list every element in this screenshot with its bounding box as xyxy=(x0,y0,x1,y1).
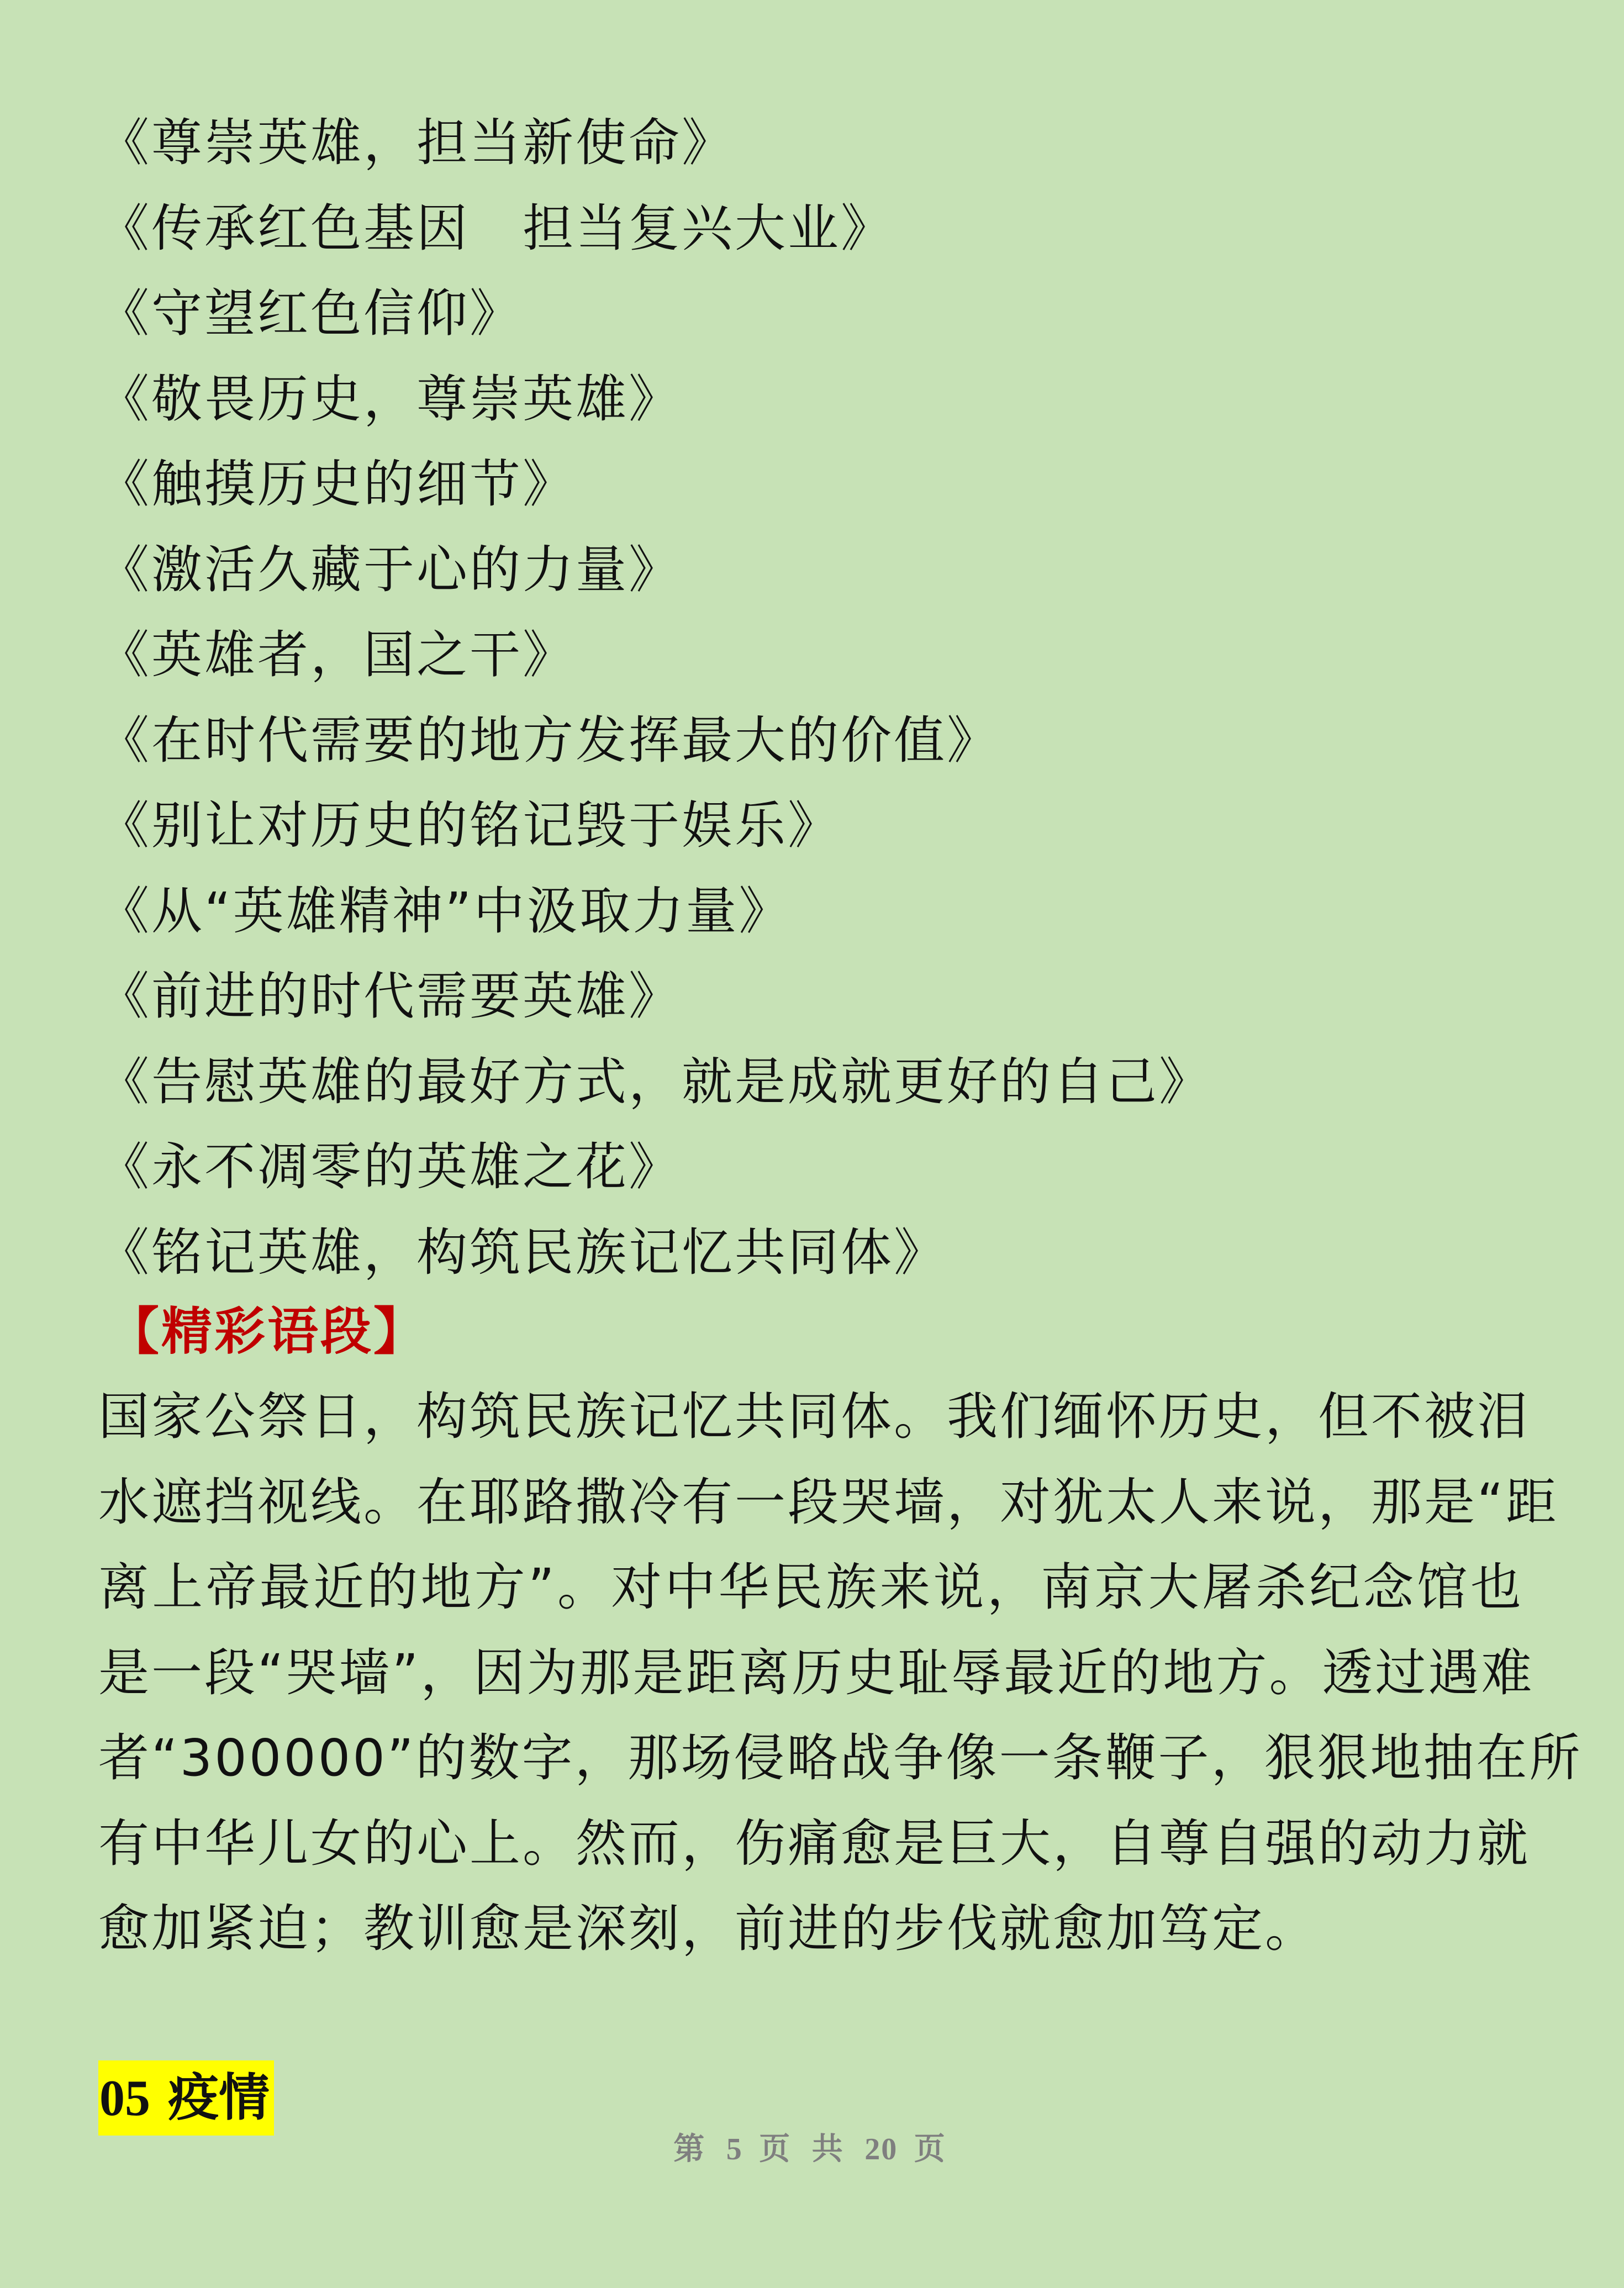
paragraph-line: 愈加紧迫；教训愈是深刻，前进的步伐就愈加笃定。 xyxy=(98,1899,1319,1958)
total-page-number: 20 xyxy=(864,2132,898,2166)
essay-title: 《铭记英雄，构筑民族记忆共同体》 xyxy=(98,1222,947,1282)
paragraph-line: 水遮挡视线。在耶路撒冷有一段哭墙，对犹太人来说，那是“距 xyxy=(98,1472,1559,1532)
essay-title: 《永不凋零的英雄之花》 xyxy=(98,1137,682,1196)
excerpt-paragraph xyxy=(98,1374,1583,1972)
section-heading: 【精彩语段】 xyxy=(108,1302,427,1361)
essay-title: 《敬畏历史，尊崇英雄》 xyxy=(98,369,682,429)
essay-title: 《英雄者，国之干》 xyxy=(98,625,576,684)
essay-title: 《尊崇英雄，担当新使命》 xyxy=(98,113,735,172)
essay-title: 《触摸历史的细节》 xyxy=(98,455,576,514)
footer-middle: 页 共 xyxy=(759,2131,848,2167)
paragraph-line: 者“300000”的数字，那场侵略战争像一条鞭子，狠狠地抽在所 xyxy=(98,1728,1583,1788)
paragraph-line: 是一段“哭墙”，因为那是距离历史耻辱最近的地方。透过遇难 xyxy=(98,1643,1535,1702)
essay-title: 《前进的时代需要英雄》 xyxy=(98,967,682,1026)
current-page-number: 5 xyxy=(726,2132,743,2166)
paragraph-line: 国家公祭日，构筑民族记忆共同体。我们缅怀历史，但不被泪 xyxy=(98,1387,1531,1446)
essay-title: 《别让对历史的铭记毁于娱乐》 xyxy=(98,796,841,855)
chapter-number: 05 xyxy=(99,2070,150,2126)
chapter-title: 疫情 xyxy=(168,2068,270,2127)
footer-suffix: 页 xyxy=(914,2131,951,2167)
footer-prefix: 第 xyxy=(673,2131,710,2167)
essay-title: 《守望红色信仰》 xyxy=(98,284,523,343)
page-footer xyxy=(0,2124,1624,2169)
essay-title: 《从“英雄精神”中汲取力量》 xyxy=(98,881,792,941)
paragraph-line: 有中华儿女的心上。然而，伤痛愈是巨大，自尊自强的动力就 xyxy=(98,1813,1531,1873)
essay-title-list xyxy=(98,101,1546,1295)
essay-title: 《激活久藏于心的力量》 xyxy=(98,540,682,599)
essay-title: 《告慰英雄的最好方式，就是成就更好的自己》 xyxy=(98,1052,1212,1111)
paragraph-line: 离上帝最近的地方”。对中华民族来说，南京大屠杀纪念馆也 xyxy=(98,1558,1523,1617)
essay-title: 《传承红色基因 担当复兴大业》 xyxy=(98,198,894,258)
essay-title: 《在时代需要的地方发挥最大的价值》 xyxy=(98,710,1000,770)
